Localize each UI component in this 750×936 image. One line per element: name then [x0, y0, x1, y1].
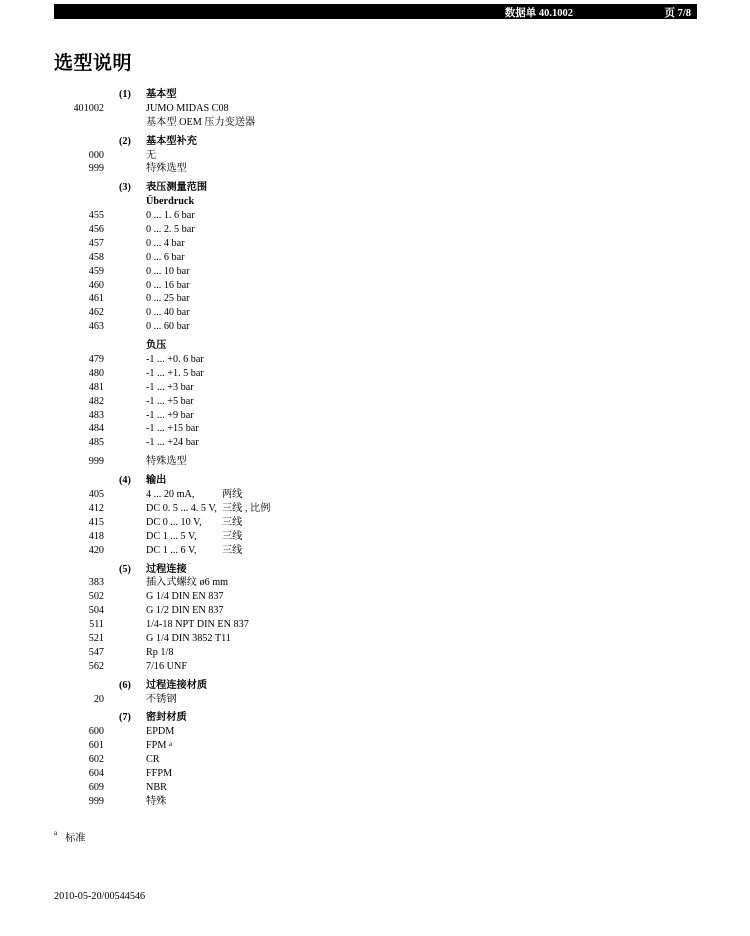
option-text-value: 基本型	[146, 89, 177, 100]
option-text-value: 0 ... 60 bar	[146, 321, 190, 333]
doc-number: 数据单 40.1002	[504, 8, 573, 19]
option-row	[0, 395, 750, 409]
option-code: 459	[88, 265, 104, 277]
option-row	[0, 367, 750, 381]
option-code: 609	[88, 781, 104, 793]
wiring-type: 三线	[222, 530, 243, 542]
option-text-value: DC 1 ... 6 V,	[146, 544, 197, 556]
option-text-value: 插入式螺纹 ø6 mm	[146, 577, 229, 589]
option-text	[146, 209, 195, 223]
option-text-value: 0 ... 1. 6 bar	[146, 210, 195, 222]
option-text-value: 4 ... 20 mA,	[146, 489, 195, 501]
option-text	[146, 488, 194, 502]
option-code: 458	[88, 251, 104, 263]
option-row	[0, 739, 750, 753]
option-code: 999	[88, 163, 104, 175]
option-row	[0, 422, 750, 436]
option-text	[146, 739, 172, 753]
footer-code: 2010-05-20/00544546	[54, 891, 146, 902]
section-title	[146, 474, 166, 488]
option-row	[0, 306, 750, 320]
option-row	[0, 116, 750, 130]
option-code: 562	[88, 660, 104, 672]
option-row	[0, 530, 750, 544]
option-text	[146, 162, 187, 176]
option-text	[146, 279, 190, 293]
option-code: 504	[88, 605, 104, 617]
option-text-value: JUMO MIDAS C08	[146, 102, 229, 114]
option-code: 401002	[73, 102, 104, 114]
option-code: 483	[88, 409, 104, 421]
option-text	[146, 590, 224, 604]
option-text-value: 7/16 UNF	[146, 660, 188, 672]
option-text	[146, 544, 197, 558]
option-text-value: 表压测量范围	[146, 182, 208, 194]
option-text-value: 0 ... 40 bar	[146, 307, 190, 319]
option-text	[146, 422, 199, 436]
option-text-value: -1 ... +5 bar	[146, 395, 194, 407]
option-text	[146, 660, 187, 674]
option-code: 463	[88, 321, 104, 333]
option-code: 521	[88, 632, 104, 644]
option-code: 482	[88, 395, 104, 407]
option-text	[146, 795, 166, 809]
option-text-value: FFPM	[146, 767, 173, 779]
option-row	[0, 265, 750, 279]
option-text	[146, 116, 255, 130]
option-text	[146, 530, 197, 544]
option-text-value: 0 ... 10 bar	[146, 265, 190, 277]
option-code: 420	[88, 544, 104, 556]
option-row	[0, 795, 750, 809]
section-heading-row	[0, 474, 750, 488]
option-code: 461	[88, 293, 104, 305]
option-text-value: 特殊选型	[146, 163, 187, 175]
footnote-text: 标准	[65, 833, 86, 844]
option-text-value: 无	[146, 149, 157, 161]
option-row	[0, 436, 750, 450]
option-text-value: 过程连接材质	[146, 679, 208, 691]
option-text	[146, 306, 190, 320]
option-code: 600	[88, 726, 104, 738]
section-heading-row	[0, 181, 750, 195]
option-text	[146, 381, 194, 395]
option-text	[146, 632, 231, 646]
option-text-value: 基本型补充	[146, 135, 197, 147]
ordering-code-list	[0, 88, 750, 809]
option-row	[0, 251, 750, 265]
option-code: 999	[88, 456, 104, 468]
option-row	[0, 660, 750, 674]
option-text-value: 密封材质	[146, 712, 187, 724]
option-text-value: 0 ... 16 bar	[146, 279, 190, 291]
option-text	[146, 409, 194, 423]
option-text-value: G 1/2 DIN EN 837	[146, 605, 224, 617]
section-heading-row	[0, 679, 750, 693]
wiring-type: 两线	[222, 489, 243, 501]
section-number: (7)	[119, 712, 131, 724]
option-text-value: Überdruck	[146, 196, 195, 208]
option-text-value: 不锈钢	[146, 693, 177, 705]
option-text-value: 特殊选型	[146, 456, 187, 468]
option-code: 20	[93, 693, 104, 705]
section-number: (1)	[119, 89, 131, 100]
option-text	[146, 265, 190, 279]
option-row	[0, 320, 750, 334]
option-row	[0, 693, 750, 707]
section-heading-row	[0, 88, 750, 102]
option-text-value: NBR	[146, 781, 167, 793]
option-code: 547	[88, 646, 104, 658]
option-text	[146, 436, 199, 450]
section-title	[146, 679, 207, 693]
option-code: 460	[88, 279, 104, 291]
option-text-value: 1/4-18 NPT DIN EN 837	[146, 619, 249, 631]
option-text-value: CR	[146, 754, 160, 766]
option-code: 484	[88, 423, 104, 435]
section-heading-row	[0, 563, 750, 577]
option-row	[0, 516, 750, 530]
wiring-type: 三线	[222, 516, 243, 528]
option-text-value: -1 ... +15 bar	[146, 423, 199, 435]
option-code: 462	[88, 307, 104, 319]
section-heading-row	[0, 135, 750, 149]
section-title	[146, 88, 177, 102]
option-row	[0, 502, 750, 516]
option-code: 415	[88, 516, 104, 528]
section-title	[146, 563, 187, 577]
option-row	[0, 590, 750, 604]
option-text-value: 0 ... 2. 5 bar	[146, 224, 195, 236]
option-text-value: DC 1 ... 5 V,	[146, 530, 197, 542]
option-row	[0, 162, 750, 176]
section-number: (5)	[119, 563, 131, 575]
section-title	[146, 711, 187, 725]
option-text	[146, 646, 173, 660]
option-text	[146, 237, 184, 251]
option-row	[0, 209, 750, 223]
section-title	[146, 339, 166, 353]
option-code: 999	[88, 795, 104, 807]
section-number: (3)	[119, 182, 131, 194]
wiring-type: 三线 , 比例	[222, 502, 271, 514]
option-row	[0, 767, 750, 781]
option-row	[0, 195, 750, 209]
option-text-value: Rp 1/8	[146, 646, 174, 658]
option-code: 480	[88, 367, 104, 379]
option-text	[146, 149, 156, 163]
footnote-mark: a	[54, 829, 58, 837]
option-text-value: 0 ... 25 bar	[146, 293, 190, 305]
option-row	[0, 604, 750, 618]
wiring-type: 三线	[222, 544, 243, 556]
option-text-value: 0 ... 4 bar	[146, 237, 185, 249]
option-text-value: 负压	[146, 340, 167, 352]
option-code: 418	[88, 530, 104, 542]
option-row	[0, 102, 750, 116]
option-text-value: 特殊	[146, 795, 167, 807]
option-row	[0, 646, 750, 660]
option-code: 511	[89, 619, 104, 631]
option-code: 412	[88, 502, 104, 514]
option-text-value: EPDM	[146, 726, 175, 738]
section-number: (4)	[119, 475, 131, 487]
footnote-ref: a	[168, 740, 173, 749]
option-text	[146, 693, 177, 707]
option-text	[146, 251, 184, 265]
option-text	[146, 781, 167, 795]
option-text	[146, 516, 202, 530]
option-text	[146, 725, 174, 739]
option-text-value: 0 ... 6 bar	[146, 251, 185, 263]
option-text-value: G 1/4 DIN EN 837	[146, 591, 224, 603]
option-row	[0, 781, 750, 795]
option-text	[146, 455, 187, 469]
option-text	[146, 753, 160, 767]
option-code: 604	[88, 767, 104, 779]
option-text-value: -1 ... +24 bar	[146, 437, 199, 449]
option-text	[146, 502, 217, 516]
option-code: 485	[88, 437, 104, 449]
option-row	[0, 149, 750, 163]
page-title: 选型说明	[54, 52, 133, 74]
option-text-value: -1 ... +3 bar	[146, 381, 194, 393]
option-row	[0, 409, 750, 423]
section-title	[146, 135, 197, 149]
header-bar	[54, 4, 697, 19]
option-text	[146, 320, 190, 334]
option-code: 455	[88, 210, 104, 222]
option-row	[0, 632, 750, 646]
option-code: 405	[88, 489, 104, 501]
option-row	[0, 353, 750, 367]
option-row	[0, 381, 750, 395]
option-row	[0, 488, 750, 502]
section-title	[146, 181, 207, 195]
option-code: 000	[88, 149, 104, 161]
option-row	[0, 292, 750, 306]
option-code: 479	[88, 354, 104, 366]
option-text-value: G 1/4 DIN 3852 T11	[146, 632, 231, 644]
option-text-value: -1 ... +0. 6 bar	[146, 354, 204, 366]
option-row	[0, 279, 750, 293]
option-code: 602	[88, 754, 104, 766]
section-heading-row	[0, 339, 750, 353]
option-row	[0, 237, 750, 251]
option-row	[0, 753, 750, 767]
option-row	[0, 544, 750, 558]
option-row	[0, 725, 750, 739]
option-code: 456	[88, 224, 104, 236]
section-number: (2)	[119, 135, 131, 147]
option-text	[146, 102, 229, 116]
option-text-value: -1 ... +9 bar	[146, 409, 194, 421]
option-text	[146, 195, 194, 209]
option-code: 601	[88, 740, 104, 752]
option-text-value: FPM	[146, 740, 167, 752]
option-text-value: 输出	[146, 475, 167, 487]
option-code: 457	[88, 237, 104, 249]
option-text-value: 基本型 OEM 压力变送器	[146, 116, 256, 128]
option-text-value: DC 0. 5 ... 4. 5 V,	[146, 502, 217, 514]
option-text	[146, 367, 204, 381]
option-code: 383	[88, 577, 104, 589]
option-text	[146, 767, 172, 781]
option-code: 481	[88, 381, 104, 393]
option-text	[146, 618, 249, 632]
option-row	[0, 618, 750, 632]
option-text	[146, 223, 195, 237]
page-number: 页 7/8	[664, 8, 691, 19]
option-text-value: DC 0 ... 10 V,	[146, 516, 202, 528]
option-row	[0, 455, 750, 469]
option-text	[146, 604, 224, 618]
option-text	[146, 395, 194, 409]
option-text	[146, 353, 204, 367]
option-row	[0, 576, 750, 590]
section-heading-row	[0, 711, 750, 725]
option-text	[146, 576, 228, 590]
option-code: 502	[88, 591, 104, 603]
option-text	[146, 292, 190, 306]
option-row	[0, 223, 750, 237]
option-text-value: -1 ... +1. 5 bar	[146, 367, 204, 379]
option-text-value: 过程连接	[146, 563, 187, 575]
section-number: (6)	[119, 679, 131, 691]
footnote	[54, 829, 85, 844]
